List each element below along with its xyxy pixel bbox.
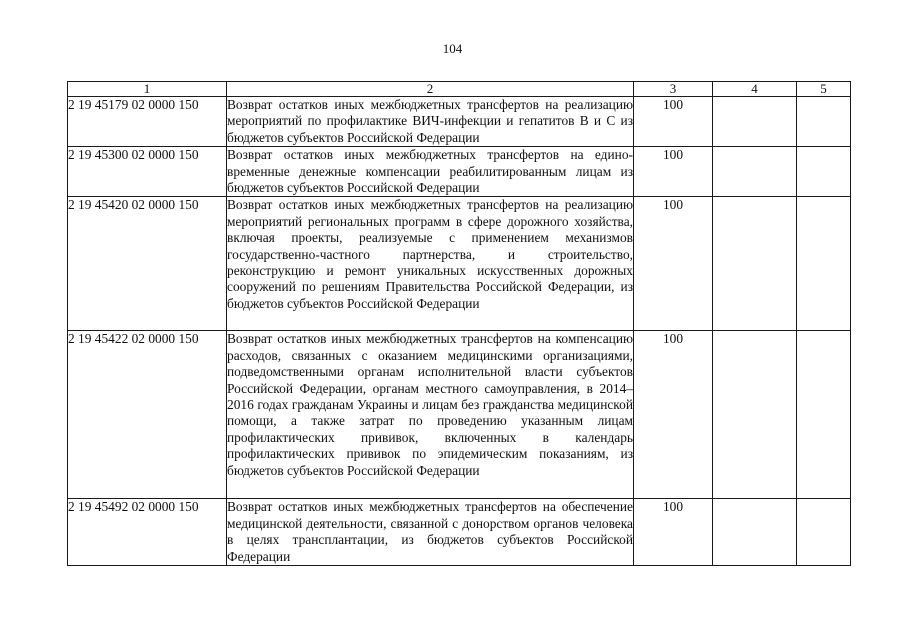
row-col4-value [713,147,797,197]
table-row [68,499,851,566]
row-col5-value [797,97,851,147]
budget-code: 2 19 45420 02 0000 150 [68,197,227,331]
row-col3-value: 100 [634,147,713,197]
header-col-3: 3 [634,82,713,97]
table-row [68,97,851,147]
row-description: Возврат остатков иных межбюджетных трансфертов на обеспечение медицинской деятельности, связанной с донорством органов человека в целях трансплантации, из бюджетов субъектов Российской Федерации [227,499,634,566]
table-row [68,197,851,331]
page-number: 104 [442,41,463,56]
budget-code: 2 19 45422 02 0000 150 [68,331,227,499]
row-description: Возврат остатков иных межбюджетных трансфертов на компенсацию расходов, связанных с оказанием медицинскими организациями, подведомственными органам исполнительной власти субъектов Российской Федерации, органам местного самоуправления, в 2014–2016 годах гражданам Украины и лицам без гражданства медицинской помощи, а также затрат по проведению указанным лицам профилактических прививок, включенных в календарь профилактических прививок по эпидемическим показаниям, из бюджетов субъектов Российской Федерации [227,331,634,499]
budget-table [67,81,851,566]
table-row [68,147,851,197]
row-col3-value: 100 [634,197,713,331]
budget-code: 2 19 45179 02 0000 150 [68,97,227,147]
row-col3-value: 100 [634,97,713,147]
header-col-4: 4 [713,82,797,97]
row-description: Возврат остатков иных межбюджетных трансфертов на реализацию мероприятий по профилактике ВИЧ-инфекции и гепатитов В и С из бюджетов субъектов Российской Федерации [227,97,633,145]
row-col4-value [713,331,797,499]
row-col3-value: 100 [634,499,713,566]
row-col4-value [713,97,797,147]
header-col-5: 5 [797,82,851,97]
row-col5-value [797,147,851,197]
row-col5-value [797,499,851,566]
budget-code: 2 19 45492 02 0000 150 [68,499,227,566]
row-col4-value [713,197,797,331]
row-col4-value [713,499,797,566]
header-row [68,82,851,97]
row-description: Возврат остатков иных межбюджетных трансфертов на единовременные денежные компенсации реабилитированным лицам из бюджетов субъектов Российской Федерации [227,147,633,196]
header-col-1: 1 [68,82,227,97]
row-col3-value: 100 [634,331,713,499]
header-col-2: 2 [227,82,634,97]
budget-code: 2 19 45300 02 0000 150 [68,147,227,197]
row-col5-value [797,197,851,331]
table-row [68,331,851,499]
row-col5-value [797,331,851,499]
row-description: Возврат остатков иных межбюджетных трансфертов на реализацию мероприятий региональных программ в сфере дорожного хозяйства, включая проекты, реализуемые с применением механизмов государственно-частного партнерства, и строительство, реконструкцию и ремонт уникальных искусственных дорожных сооружений по решениям Правительства Российской Федерации, из бюджетов субъектов Российской Федерации [227,197,634,331]
